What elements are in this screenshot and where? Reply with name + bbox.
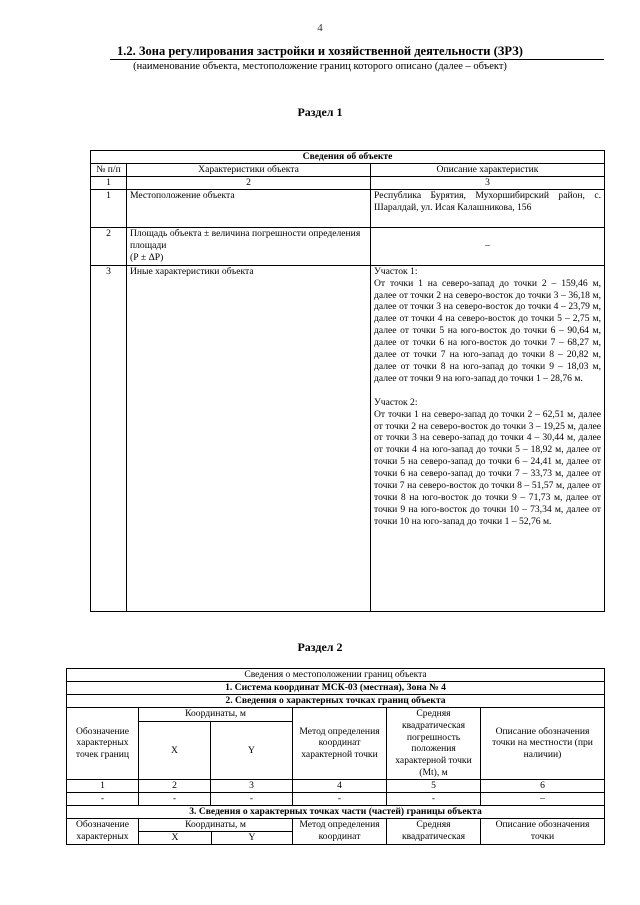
header-coords: Координаты, м xyxy=(139,707,293,721)
col-number-1: 1 xyxy=(91,176,127,189)
cell-error: - xyxy=(387,793,481,806)
col-number-6: 6 xyxy=(481,780,605,793)
col-number-3: 3 xyxy=(211,780,293,793)
col-number-5: 5 xyxy=(387,780,481,793)
cell-desc: – xyxy=(481,793,605,806)
sub3-header-coords: Координаты, м xyxy=(139,819,292,832)
header-characteristic: Характеристики объекта xyxy=(127,163,371,176)
sub3-header-method: Метод определения координат xyxy=(293,818,387,844)
header-points: Обозначение характерных точек границ xyxy=(67,707,139,779)
subsection3-title: 3. Сведения о характерных точках части (частей) границы объекта xyxy=(67,805,605,818)
sub3-header-xy xyxy=(139,832,292,844)
section2-heading: Раздел 2 xyxy=(297,640,343,654)
subsection2-title: 2. Сведения о характерных точках границ объекта xyxy=(67,694,605,707)
location-caption: Сведения о местоположении границ объекта xyxy=(67,669,605,682)
row-characteristic: Местоположение объекта xyxy=(127,189,371,227)
header-error: Средняя квадратическая погрешность положения характерной точки (Mt), м xyxy=(387,707,481,779)
row-description: Республика Бурятия, Мухоршибирский район, с. Шаралдай, ул. Исая Калашникова, 156 xyxy=(371,189,605,227)
sub3-header-error: Средняя квадратическая xyxy=(387,818,481,844)
sub3-header-points: Обозначение характерных xyxy=(67,818,139,844)
document-title: 1.2. Зона регулирования застройки и хозяйственной деятельности (ЗРЗ) xyxy=(117,44,523,58)
col-number-1: 1 xyxy=(67,780,139,793)
header-method: Метод определения координат характерной точки xyxy=(293,707,387,779)
col-number-3: 3 xyxy=(371,176,605,189)
sub3-header-y: Y xyxy=(248,831,256,843)
row-characteristic: Иные характеристики объекта xyxy=(127,265,371,611)
page-number: 4 xyxy=(317,22,323,34)
title-underline xyxy=(110,59,604,60)
row-num: 3 xyxy=(91,265,127,611)
sub3-header-coords-group xyxy=(139,818,293,844)
cell-x: - xyxy=(139,793,211,806)
sub3-header-desc: Описание обозначения точки xyxy=(481,818,605,844)
col-number-4: 4 xyxy=(293,780,387,793)
header-y: Y xyxy=(211,722,293,780)
sub3-header-x: X xyxy=(139,832,212,844)
table-caption: Сведения об объекте xyxy=(91,151,605,164)
row-description: Участок 1: От точки 1 на северо-запад до точки 2 – 159,46 м, далее от точки 2 на северо-восток до точки 3 – 36,18 м, далее от точки 3 на северо-восток до точки 4 – 23,79 м, далее от точки 4 на северо-восток до точки 5 – 2,75 м, далее от точки 5 на юго-восток до точки 6 – 90,64 м, далее от точки 6 на юго-восток до точки 7 – 68,27 м, далее от точки 7 на юго-запад до точки 8 – 20,82 м, далее от точки 8 на юго-запад до точки 9 – 18,03 м, далее от точки 9 на юго-запад до точки 1 – 28,76 м. Участок 2: От точки 1 на северо-запад до точки 2 – 62,51 м, далее от точки 2 на северо-восток до точки 3 – 19,25 м, далее от точки 3 на северо-запад до точки 4 – 30,44 м, далее от точки 4 на юго-запад до точки 5 – 18,92 м, далее от точки 5 на северо-запад до точки 6 – 24,41 м, далее от точки 6 на северо-запад до точки 7 – 33,73 м, далее от точки 7 на северо-восток до точки 8 – 51,57 м, далее от точки 8 на юго-восток до точки 9 – 71,73 м, далее от точки 9 на юго-восток до точки 10 – 73,34 м, далее от точки 10 на юго-запад до точки 1 – 52,76 м. xyxy=(371,265,605,611)
col-number-2: 2 xyxy=(139,780,211,793)
col-number-2: 2 xyxy=(127,176,371,189)
section1-heading: Раздел 1 xyxy=(297,105,343,119)
row-num: 1 xyxy=(91,189,127,227)
cell-method: - xyxy=(293,793,387,806)
document-subtitle: (наименование объекта, местоположение границ которого описано (далее – объект) xyxy=(133,61,507,72)
boundary-points-table xyxy=(66,668,605,845)
row-description: – xyxy=(371,227,605,265)
header-description: Описание характеристик xyxy=(371,163,605,176)
header-x: X xyxy=(139,722,211,780)
table-row xyxy=(67,793,605,806)
header-num: № п/п xyxy=(91,163,127,176)
table-row xyxy=(91,189,605,227)
header-desc: Описание обозначения точки на местности (при наличии) xyxy=(481,707,605,779)
table-row xyxy=(91,265,605,611)
cell-point: - xyxy=(67,793,139,806)
object-info-table xyxy=(90,150,605,612)
table-row xyxy=(91,227,605,265)
cell-y: - xyxy=(211,793,293,806)
row-num: 2 xyxy=(91,227,127,265)
coord-system: 1. Система координат МСК-03 (местная), Зона № 4 xyxy=(67,681,605,694)
row-characteristic: Площадь объекта ± величина погрешности определения площади (Р ± ΔР) xyxy=(127,227,371,265)
